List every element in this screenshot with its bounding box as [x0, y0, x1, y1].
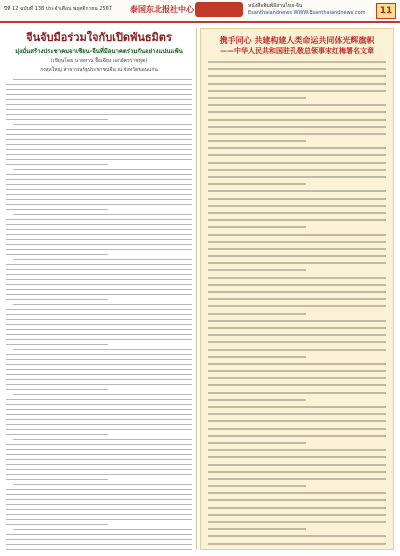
text-line [6, 114, 192, 115]
text-line [6, 119, 108, 120]
text-line [13, 259, 192, 260]
text-line [6, 284, 192, 285]
text-line [208, 190, 386, 192]
text-line [208, 154, 386, 156]
text-line [208, 514, 386, 516]
text-line [6, 379, 192, 380]
thai-article [6, 28, 192, 550]
text-line [208, 119, 386, 121]
text-line [13, 79, 192, 80]
text-line [208, 507, 386, 509]
text-line [208, 327, 386, 329]
newspaper-header [0, 0, 400, 23]
text-line [208, 269, 306, 271]
text-line [6, 324, 192, 325]
text-line [208, 464, 386, 466]
text-line [13, 349, 192, 350]
text-line [13, 124, 192, 125]
thai-byline-position: กงสุลใหญ่ สาธารณรัฐประชาชนจีน ณ จังหวัดขอนแก่น [40, 67, 158, 73]
text-line [6, 329, 192, 330]
text-line [6, 389, 108, 390]
text-line [208, 234, 386, 236]
text-line [6, 494, 192, 495]
text-line [13, 304, 192, 305]
text-line [208, 104, 386, 106]
text-line [6, 134, 192, 135]
thai-headline: จีนจับมือร่วมใจกับเปิดพันธมิตร [26, 31, 172, 44]
text-line [6, 454, 192, 455]
text-line [208, 262, 386, 264]
text-line [208, 449, 386, 451]
text-line [208, 169, 386, 171]
text-line [6, 199, 192, 200]
text-line [208, 176, 386, 178]
text-line [6, 524, 108, 525]
text-line [208, 226, 306, 228]
text-line [208, 313, 306, 315]
text-line [13, 169, 192, 170]
text-line [6, 294, 192, 295]
text-line [208, 341, 386, 343]
text-line [208, 248, 386, 250]
text-line [6, 404, 192, 405]
text-line [208, 90, 386, 92]
chinese-subtitle: ——中华人民共和国驻孔敬总领事宋红梅署名文章 [220, 46, 374, 55]
text-line [6, 509, 192, 510]
text-line [208, 478, 386, 480]
text-line [208, 370, 386, 372]
text-line [208, 492, 386, 494]
text-line [6, 539, 192, 540]
text-line [208, 111, 386, 113]
text-line [13, 214, 192, 215]
text-line [208, 61, 386, 63]
thai-subheadline: มุ่งมั่นสร้างประชาคมอาเซียน-จีนที่มีอนาคตร่วมกันอย่างแน่นแฟ้น [15, 48, 183, 55]
text-line [6, 354, 192, 355]
text-line [6, 254, 108, 255]
text-line [6, 504, 192, 505]
text-line [208, 205, 386, 207]
text-line [208, 255, 386, 257]
text-line [6, 249, 192, 250]
text-line [6, 309, 192, 310]
text-line [6, 179, 192, 180]
text-line [208, 499, 386, 501]
text-line [208, 334, 386, 336]
thai-byline: (เขียนโดย นายหาน จื้อเฉียง เอกอัครราชทูต) [50, 58, 148, 64]
text-line [208, 183, 306, 185]
text-line [6, 369, 192, 370]
text-line [208, 456, 386, 458]
text-line [208, 97, 306, 99]
text-line [13, 484, 192, 485]
text-line [208, 298, 386, 300]
text-line [208, 543, 386, 545]
text-line [6, 469, 192, 470]
text-line [6, 319, 192, 320]
text-line [6, 84, 192, 85]
chinese-title: 携手同心 共建构建人类命运共同体光辉旗帜 [219, 35, 375, 45]
text-line [6, 434, 108, 435]
text-line [208, 133, 386, 135]
text-line [6, 399, 192, 400]
text-line [6, 489, 192, 490]
esanthai-logo-icon [195, 2, 243, 17]
text-line [208, 413, 386, 415]
text-line [6, 544, 192, 545]
site-name: หนังสือพิมพ์อีสานไทย-จีน [248, 3, 303, 9]
text-line [208, 363, 386, 365]
text-line [6, 374, 192, 375]
text-line [6, 194, 192, 195]
text-line [6, 109, 192, 110]
text-line [6, 534, 192, 535]
text-line [208, 241, 386, 243]
text-line [6, 424, 192, 425]
text-line [6, 209, 108, 210]
text-line [208, 198, 386, 200]
text-line [208, 147, 386, 149]
text-line [208, 277, 386, 279]
issue-info: ปีที่ 12 ฉบับที่ 138 ประจำเดือน พฤศจิกายน 2567 [4, 6, 112, 12]
text-line [208, 75, 386, 77]
text-line [208, 320, 386, 322]
text-line [6, 144, 192, 145]
text-line [208, 349, 386, 351]
text-line [6, 264, 192, 265]
text-line [208, 219, 386, 221]
text-line [6, 139, 192, 140]
text-line [6, 219, 192, 220]
text-line [208, 83, 386, 85]
text-line [208, 528, 306, 530]
text-line [208, 420, 386, 422]
text-line [208, 399, 306, 401]
text-line [6, 499, 192, 500]
text-line [6, 234, 192, 235]
text-line [208, 377, 386, 379]
text-line [6, 89, 192, 90]
text-line [6, 464, 192, 465]
text-line [208, 291, 386, 293]
text-line [208, 442, 306, 444]
publication-name: 泰国东北报社中心 [130, 4, 194, 14]
text-line [6, 189, 192, 190]
text-line [6, 244, 192, 245]
text-line [6, 104, 192, 105]
page-number: 11 [376, 3, 396, 19]
text-line [6, 314, 192, 315]
text-line [208, 68, 386, 70]
text-line [6, 94, 192, 95]
text-line [6, 299, 108, 300]
text-line [6, 444, 192, 445]
text-line [6, 519, 192, 520]
text-line [6, 164, 108, 165]
text-line [6, 229, 192, 230]
text-line [208, 535, 386, 537]
text-line [6, 269, 192, 270]
chinese-article [200, 28, 394, 550]
text-line [208, 485, 306, 487]
text-line [6, 384, 192, 385]
text-line [6, 429, 192, 430]
text-line [6, 129, 192, 130]
text-line [13, 529, 192, 530]
text-line [6, 344, 108, 345]
text-line [6, 239, 192, 240]
text-line [6, 479, 108, 480]
site-url: Esanthaiandnews WWW.Esanthaiandnews.com [248, 10, 366, 16]
text-line [6, 409, 192, 410]
text-line [6, 159, 192, 160]
text-line [208, 435, 386, 437]
text-line [6, 474, 192, 475]
text-line [6, 174, 192, 175]
text-line [208, 284, 386, 286]
column-divider [196, 28, 197, 550]
text-line [208, 471, 386, 473]
text-line [13, 439, 192, 440]
text-line [6, 149, 192, 150]
thai-article-body [6, 79, 192, 550]
chinese-article-body [208, 61, 386, 550]
text-line [6, 414, 192, 415]
text-line [208, 212, 386, 214]
text-line [13, 394, 192, 395]
text-line [6, 334, 192, 335]
text-line [208, 384, 386, 386]
text-line [6, 154, 192, 155]
text-line [6, 289, 192, 290]
text-line [208, 406, 386, 408]
text-line [6, 459, 192, 460]
text-line [6, 359, 192, 360]
text-line [208, 521, 386, 523]
text-line [6, 184, 192, 185]
text-line [6, 549, 192, 550]
text-line [208, 392, 386, 394]
text-line [208, 162, 386, 164]
text-line [208, 305, 386, 307]
text-line [6, 274, 192, 275]
text-line [208, 428, 386, 430]
text-line [6, 204, 192, 205]
text-line [6, 224, 192, 225]
text-line [208, 356, 306, 358]
text-line [6, 449, 192, 450]
text-line [6, 419, 192, 420]
text-line [208, 126, 386, 128]
text-line [6, 514, 192, 515]
text-line [208, 140, 306, 142]
text-line [6, 364, 192, 365]
text-line [6, 279, 192, 280]
text-line [6, 99, 192, 100]
text-line [6, 339, 192, 340]
